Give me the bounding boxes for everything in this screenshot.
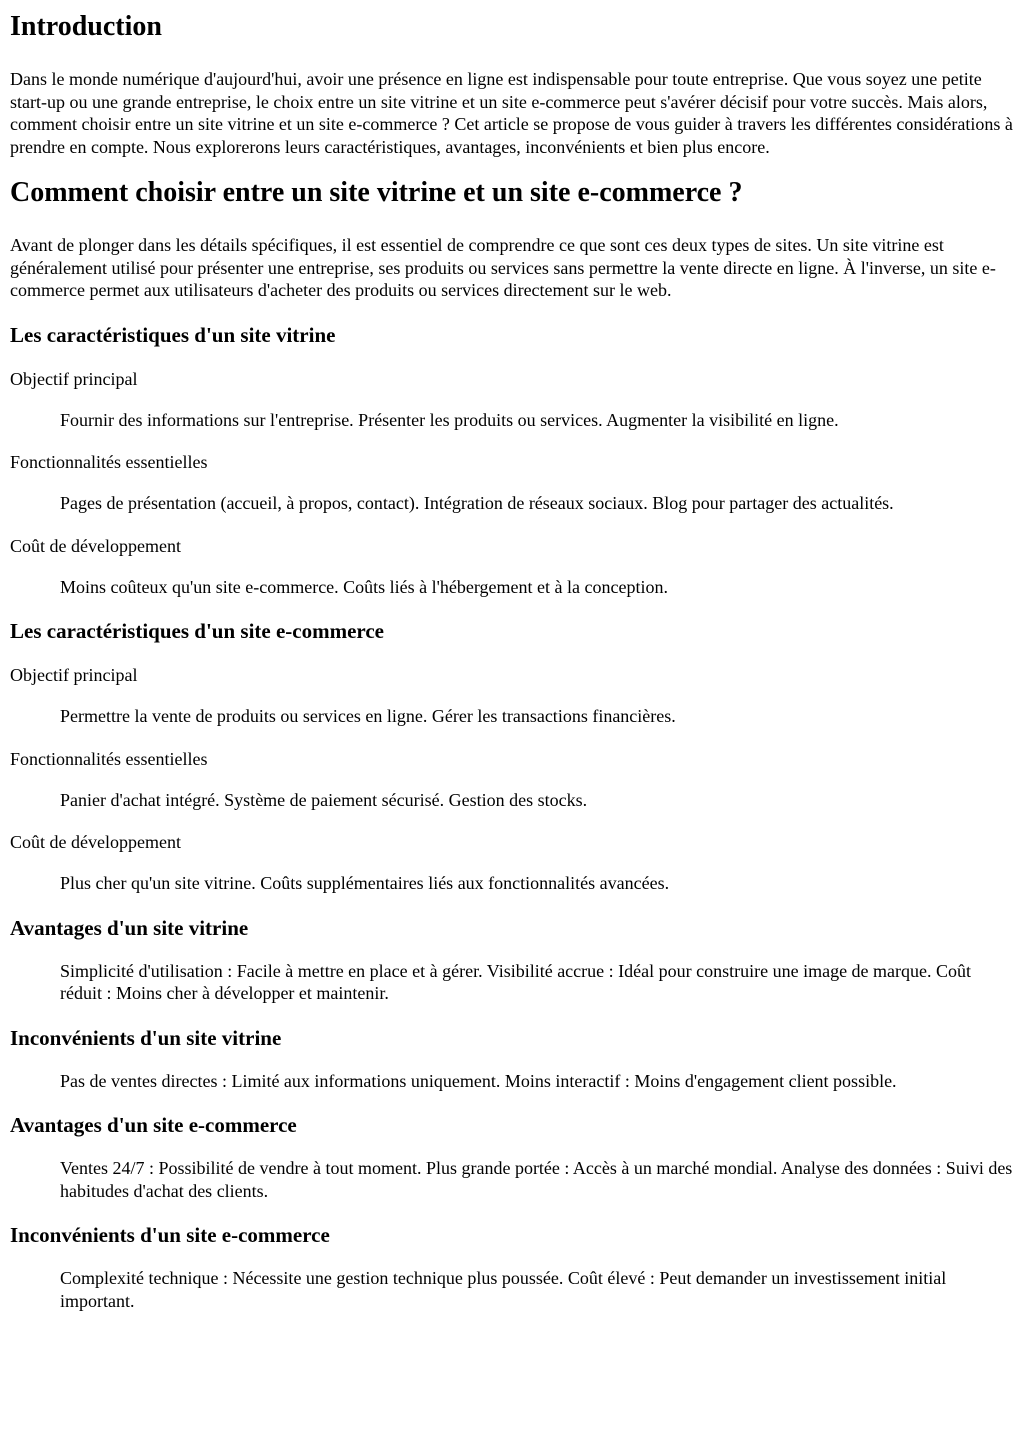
ecommerce-features-list [10,664,1014,895]
vitrine-term-features: Fonctionnalités essentielles [10,452,208,472]
ecommerce-desc-objective: Permettre la vente de produits ou services en ligne. Gérer les transactions financières. [60,706,676,726]
ecommerce-term-features: Fonctionnalités essentielles [10,748,208,769]
ecommerce-desc-features: Panier d'achat intégré. Système de paiement sécurisé. Gestion des stocks. [60,789,588,810]
vitrine-desc-objective: Fournir des informations sur l'entreprise. Présenter les produits ou services. Augmenter la visibilité en ligne. [60,409,839,430]
vitrine-advantages-heading: Avantages d'un site vitrine [10,915,249,940]
ecommerce-term-objective: Objectif principal [10,665,138,685]
ecommerce-term-cost: Coût de développement [10,832,181,852]
vitrine-disadvantages-text: Pas de ventes directes : Limité aux informations uniquement. Moins interactif : Moins d'engagement client possible. [60,1070,897,1091]
main-paragraph: Avant de plonger dans les détails spécifiques, il est essentiel de comprendre ce que sont ces deux types de sites. Un site vitrine est généralement utilisé pour présenter une entreprise, ses produits ou services sans permettre la vente directe en ligne. À l'inverse, un site e-commerce permet aux utilisateurs d'acheter des produits ou services directement sur le web. [10,235,996,300]
ecommerce-disadvantages-text: Complexité technique : Nécessite une gestion technique plus poussée. Coût élevé : Peut demander un investissement initial important. [60,1268,947,1311]
vitrine-desc-features: Pages de présentation (accueil, à propos, contact). Intégration de réseaux sociaux. Blog pour partager des actualités. [60,493,894,513]
intro-heading: Introduction [10,11,162,42]
vitrine-advantages-text: Simplicité d'utilisation : Facile à mettre en place et à gérer. Visibilité accrue : Idéal pour construire une image de marque. Coût réduit : Moins cher à développer et maintenir. [60,960,972,1003]
vitrine-term-cost: Coût de développement [10,535,181,556]
ecommerce-disadvantages-heading: Inconvénients d'un site e-commerce [10,1223,330,1247]
ecommerce-advantages-text: Ventes 24/7 : Possibilité de vendre à tout moment. Plus grande portée : Accès à un marché mondial. Analyse des données : Suivi des habitudes d'achat des clients. [60,1158,1013,1201]
vitrine-desc-cost: Moins coûteux qu'un site e-commerce. Coûts liés à l'hébergement et à la conception. [60,576,668,597]
vitrine-disadvantages-heading: Inconvénients d'un site vitrine [10,1025,282,1050]
intro-paragraph: Dans le monde numérique d'aujourd'hui, avoir une présence en ligne est indispensable pour toute entreprise. Que vous soyez une petite start-up ou une grande entreprise, le choix entre un site vitrine et un site e-commerce peut s'avérer décisif pour votre succès. Mais alors, comment choisir entre un site vitrine et un site e-commerce ? Cet article se propose de vous guider à travers les différentes considérations à prendre en compte. Nous explorerons leurs caractéristiques, avantages, inconvénients et bien plus encore. [10,69,1013,157]
main-heading: Comment choisir entre un site vitrine et un site e-commerce ? [10,177,743,208]
ecommerce-desc-cost: Plus cher qu'un site vitrine. Coûts supplémentaires liés aux fonctionnalités avancées. [60,873,670,893]
vitrine-features-heading: Les caractéristiques d'un site vitrine [10,322,336,347]
ecommerce-advantages-heading: Avantages d'un site e-commerce [10,1113,297,1137]
vitrine-term-objective: Objectif principal [10,368,138,389]
vitrine-features-list [10,368,1014,599]
article [0,10,1024,1312]
ecommerce-features-heading: Les caractéristiques d'un site e-commerce [10,619,385,643]
